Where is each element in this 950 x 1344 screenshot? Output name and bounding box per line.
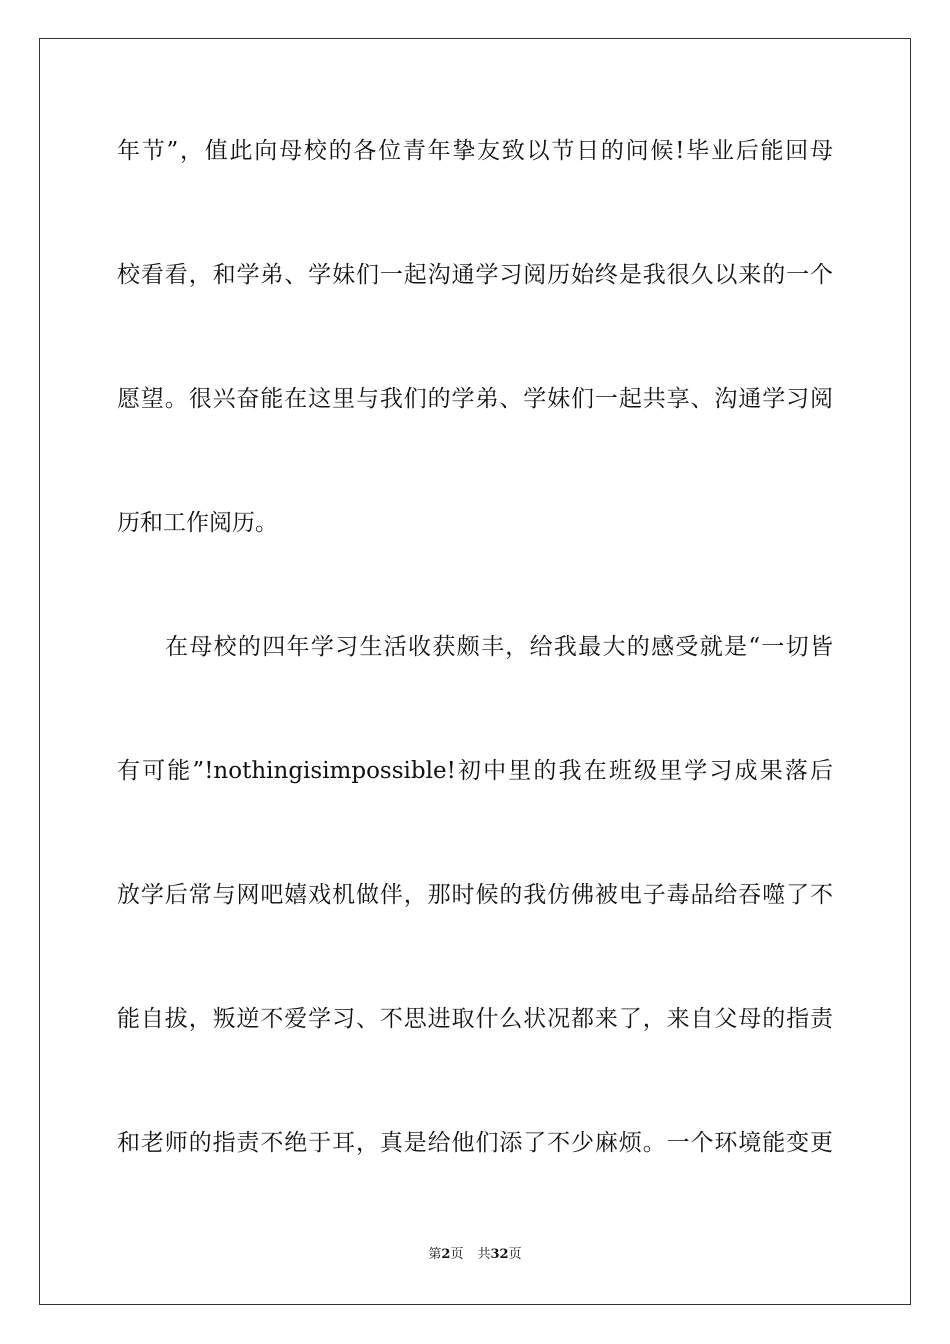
total-label-prefix: 共 [477,1247,491,1262]
text-line-7: 放学后常与网吧嬉戏机做伴，那时候的我仿佛被电子毒品给吞噬了不 [117,882,833,908]
text-line-2: 校看看，和学弟、学妹们一起沟通学习阅历始终是我很久以来的一个 [117,262,833,288]
total-pages: 32 [490,1247,509,1262]
text-line-9: 和老师的指责不绝于耳，真是给他们添了不少麻烦。一个环境能变更 [117,1130,833,1156]
text-line-8: 能自拔，叛逆不爱学习、不思进取什么状况都来了，来自父母的指责 [117,1006,833,1032]
text-line-4: 历和工作阅历。 [117,510,278,536]
text-line-6: 有可能”!nothingisimpossible!初中里的我在班级里学习成果落后 [117,758,833,784]
page-label-prefix: 第 [428,1247,442,1262]
page-label-suffix: 页 [450,1247,464,1262]
total-label-suffix: 页 [508,1247,522,1262]
text-line-5: 在母校的四年学习生活收获颇丰，给我最大的感受就是“一切皆 [165,634,833,660]
page-border [39,38,911,1305]
page-footer [0,1245,950,1265]
page-number: 2 [441,1247,451,1262]
text-line-1: 年节”，值此向母校的各位青年挚友致以节日的问候!毕业后能回母 [117,138,833,164]
text-line-3: 愿望。很兴奋能在这里与我们的学弟、学妹们一起共享、沟通学习阅 [117,386,833,412]
